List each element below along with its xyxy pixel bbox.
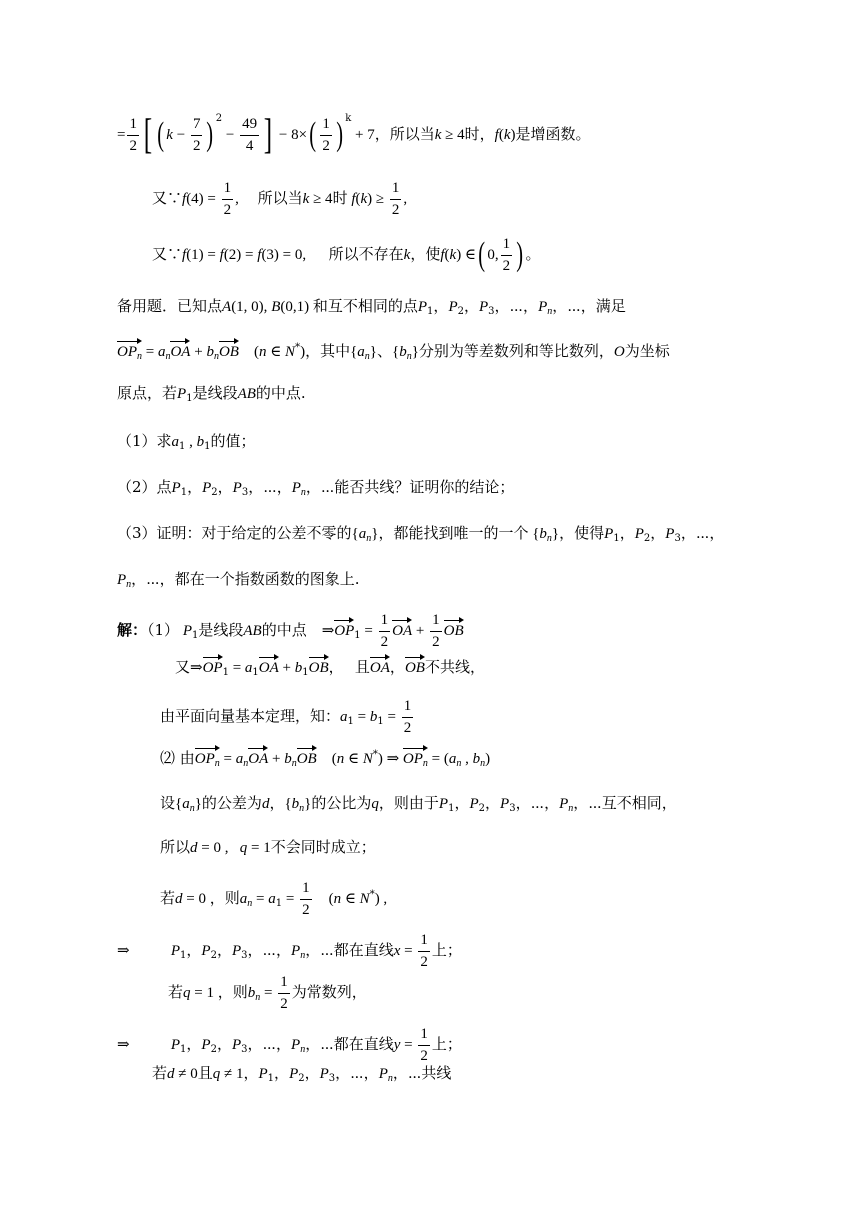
text: 所以 — [160, 838, 191, 856]
text: 都在一个指数函数的图象上. — [174, 570, 360, 588]
text: 设 — [160, 794, 176, 812]
solution-1: 解：（1） $P_1$是线段AB的中点 $\Rightarrow OP_1$ = $\frac{1}{2}$ OA + $\frac{1}{2}$ OB — [117, 612, 464, 650]
text: 原点，若 — [117, 384, 178, 402]
problem-line-1: 备用题．已知点A(1, 0), B(0,1) 和互不相同的点$P_1$，$P_2$，$P_3$，⋯，$P_n$，⋯，满足 — [117, 297, 626, 317]
text: 所以不存在 — [328, 245, 404, 263]
formula-line-3: 又∵f(1) = f(2) = f(3) = 0, 所以不存在k，使f(k) ∈( 0, $\frac{1}{2}$ ) 。 — [152, 236, 541, 274]
text: ，则 — [209, 889, 240, 907]
text: 、 — [376, 342, 392, 360]
text: 的公比为 — [311, 794, 372, 812]
formula-line-2: 又∵f(4) = $\frac{1}{2}$ , 所以当k ≥ 4时 f(k) ≥ $\frac{1}{2}$ , — [152, 180, 408, 218]
text: 和互不相同的点 — [312, 297, 418, 315]
text: 是线段 — [198, 621, 244, 639]
text: 又∵ — [152, 245, 183, 263]
text: ， — [269, 794, 285, 812]
text: ，使 — [410, 245, 441, 263]
text: 上； — [431, 941, 462, 959]
problem-line-2: $OP_n = a_nOA + b_nOB$ (n ∈ N*)，其中$\{a_n\}$、$\{b_n\}$分别为等差数列和等比数列，O为坐标 — [117, 342, 670, 362]
question-1: （1）求$a_1$ , $b_1$的值； — [117, 432, 256, 452]
text: ，则由于 — [378, 794, 439, 812]
text: 能否共线？证明你的结论； — [334, 478, 515, 496]
text: 是线段 — [192, 384, 238, 402]
text: 若 — [152, 1064, 168, 1082]
text: 都在直线 — [333, 941, 394, 959]
text: 且 — [197, 1064, 213, 1082]
solution-6: 所以d = 0 , q = 1不会同时成立； — [160, 838, 376, 856]
text: ，使得 — [559, 524, 605, 542]
text: 互不相同， — [601, 794, 677, 812]
solution-2: 又$\Rightarrow OP_1 = a_1OA + b_1OB$， 且OA，OB不共线， — [175, 658, 485, 678]
text: 所以当 — [257, 189, 303, 207]
text: 的中点. — [255, 384, 306, 402]
solution-7: 若d = 0 ，则$a_n = a_1$ = $\frac{1}{2}$ (n ∈ N*) , — [160, 880, 388, 918]
question-2: （2）点$P_1$，$P_2$，$P_3$，⋯，$P_n$，⋯能否共线？证明你的结论； — [117, 478, 515, 498]
text: （2）点 — [117, 478, 172, 496]
question-3-cont: $P_n$，⋯，都在一个指数函数的图象上. — [117, 570, 360, 590]
text: 的中点 — [261, 621, 307, 639]
solution-4: ⑵ 由$OP_n = a_nOA + b_nOB$ (n ∈ N*) ⇒ $OP_n = (a_n$ , $b_n$) — [160, 749, 491, 769]
text: ，满足 — [580, 297, 626, 315]
text: 的公差为 — [201, 794, 262, 812]
text: 由平面向量基本定理，知： — [160, 707, 341, 725]
text: 时 — [332, 189, 348, 207]
problem-label: 备用题．已知点 — [117, 297, 223, 315]
text: 是增函数。 — [515, 125, 591, 143]
text: （1）求 — [117, 432, 172, 450]
solution-5: 设$\{a_n\}$的公差为d，$\{b_n\}$的公比为q，则由于$P_1$，$P_2$，$P_3$，⋯，$P_n$，⋯互不相同， — [160, 794, 677, 814]
solution-label: 解： — [117, 621, 148, 639]
text: （1） — [147, 621, 180, 639]
text: （3）证明：对于给定的公差不零的 — [117, 524, 352, 542]
text: 为常数列， — [291, 983, 367, 1001]
solution-3: 由平面向量基本定理，知：$a_1 = b_1$ = $\frac{1}{2}$ — [160, 698, 412, 736]
solution-9: 若q = 1 ，则$b_n$ = $\frac{1}{2}$ 为常数列， — [168, 974, 367, 1012]
text: ，其中 — [305, 342, 351, 360]
text: 分别为等差数列和等比数列， — [418, 342, 614, 360]
text: 不会同时成立； — [270, 838, 376, 856]
text: 为坐标 — [624, 342, 670, 360]
solution-10: ⇒ $P_1$，$P_2$，$P_3$，⋯，$P_n$，⋯都在直线y = $\frac{1}{2}$ 上； — [117, 1026, 462, 1064]
text: ⑵ 由 — [160, 749, 195, 767]
text: 不共线， — [424, 658, 485, 676]
text: 又⇒ — [175, 658, 203, 676]
text: 且 — [354, 658, 370, 676]
text: 时， — [464, 125, 495, 143]
text: 又∵ — [152, 189, 183, 207]
question-3: （3）证明：对于给定的公差不零的$\{a_n\}$，都能找到唯一的一个 $\{b_n\}$，使得$P_1$，$P_2$，$P_3$，⋯， — [117, 524, 725, 544]
text: 上； — [431, 1035, 462, 1053]
solution-11: 若d ≠ 0且q ≠ 1，$P_1$，$P_2$，$P_3$，⋯，$P_n$，⋯共线 — [152, 1064, 452, 1084]
problem-line-3: 原点，若$P_1$是线段AB的中点. — [117, 384, 306, 404]
text: ，都能找到唯一的一个 — [378, 524, 529, 542]
text: 若 — [160, 889, 176, 907]
text: 都在直线 — [333, 1035, 394, 1053]
text: ，则 — [217, 983, 248, 1001]
solution-8: ⇒ $P_1$，$P_2$，$P_3$，⋯，$P_n$，⋯都在直线x = $\frac{1}{2}$ 上； — [117, 932, 462, 970]
formula-line-1: = $\frac{1}{2}$ [ ( k − $\frac{7}{2}$ ) $^2$ − $\frac{49}{4}$ ] − 8×( $\frac{1}{2}$ ) $^k$ + 7，所以当k ≥ 4时，f(k)是增函数。 — [117, 112, 591, 158]
text: 若 — [168, 983, 184, 1001]
text: 共线 — [421, 1064, 452, 1082]
text: ，所以当 — [374, 125, 435, 143]
text: 的值； — [210, 432, 256, 450]
